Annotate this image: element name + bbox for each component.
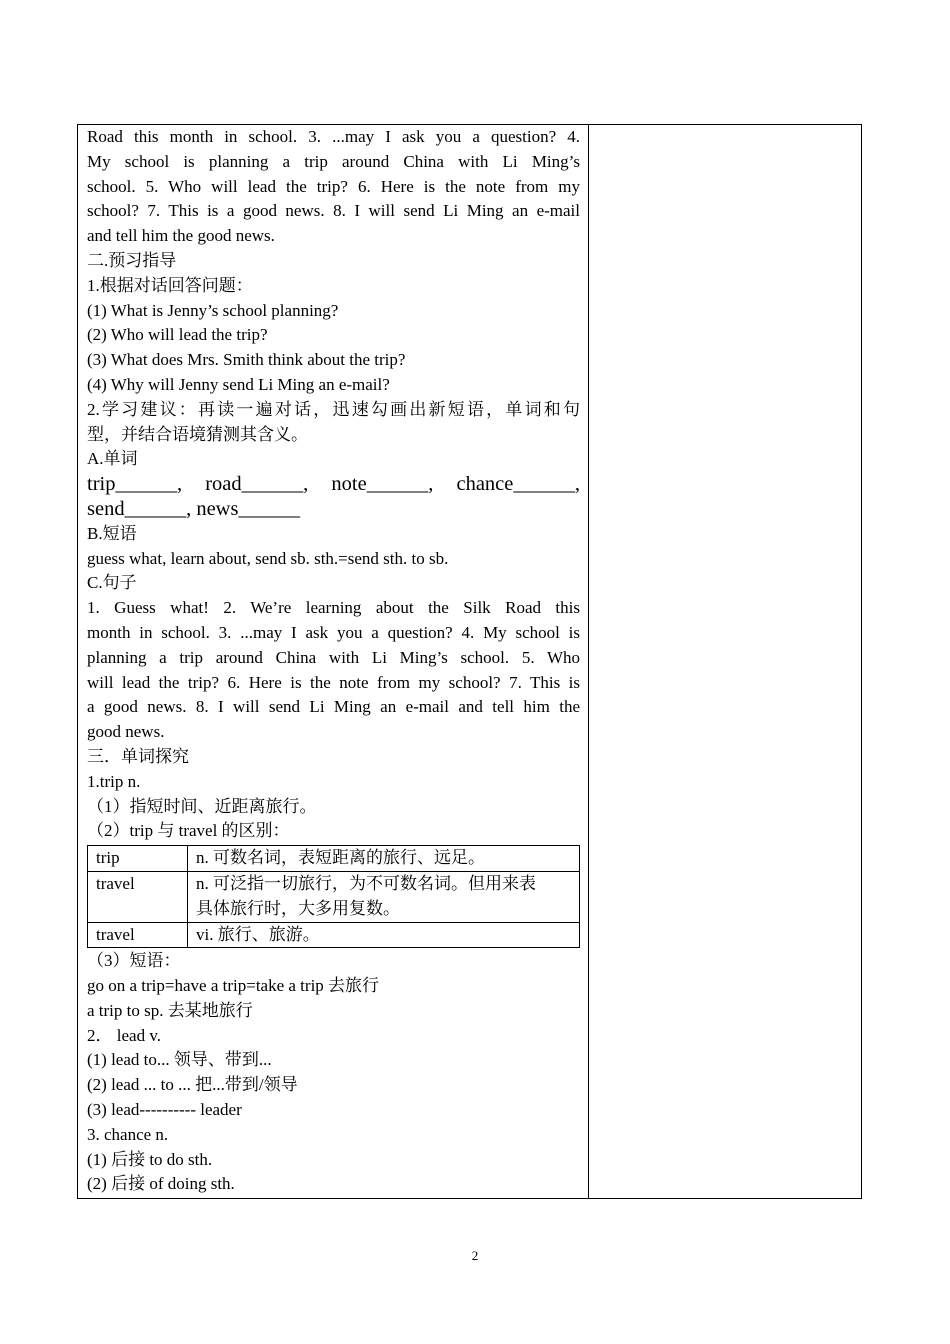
table-cell-word: travel — [88, 922, 188, 948]
text-line: (4) Why will Jenny send Li Ming an e-mail? — [87, 374, 390, 394]
text-line: 2.学习建议：再读一遍对话，迅速勾画出新短语，单词和句 — [87, 399, 580, 419]
notes-cell — [589, 125, 861, 1198]
text-line: (1) 后接 to do sth. — [87, 1149, 213, 1169]
table-cell-definition — [188, 871, 580, 922]
text-line: and tell him the good news. — [87, 226, 275, 246]
text-line: 1. Guess what! 2. We’re learning about the Silk Road this — [87, 598, 580, 618]
table-row — [88, 846, 580, 872]
text-line: (3) lead---------- leader — [87, 1100, 242, 1120]
table-row — [88, 922, 580, 948]
text-line: 1.根据对话回答问题： — [87, 275, 253, 295]
text-line: will lead the trip? 6. Here is the note from my school? 7. This is — [87, 672, 580, 692]
text-line: (1) What is Jenny’s school planning? — [87, 300, 339, 320]
text-line: school? 7. This is a good news. 8. I will send Li Ming an e-mail — [87, 201, 580, 221]
text-line: （3）短语： — [87, 951, 181, 971]
definition-line: vi. 旅行、旅游。 — [196, 924, 320, 944]
text-line: （2）trip 与 travel 的区别： — [87, 821, 290, 841]
text-line: school. 5. Who will lead the trip? 6. Here is the note from my — [87, 176, 580, 196]
text-line: send______, news______ — [87, 497, 300, 520]
text-line: a trip to sp. 去某地旅行 — [87, 1000, 253, 1020]
worksheet-table — [77, 124, 862, 1199]
vocabulary-blanks — [87, 472, 580, 522]
text-line: 2． lead v. — [87, 1025, 161, 1045]
definition-line: n. 可泛指一切旅行，为不可数名词。但用来表 — [196, 873, 536, 893]
text-line: C.句子 — [87, 573, 137, 593]
text-line: go on a trip=have a trip=take a trip 去旅行 — [87, 976, 380, 996]
content-cell — [78, 125, 589, 1198]
definition-line: 具体旅行时，大多用复数。 — [196, 898, 400, 918]
table-cell-word: trip — [88, 846, 188, 872]
text-line: 1.trip n. — [87, 771, 141, 791]
text-line: 型，并结合语境猜测其含义。 — [87, 424, 308, 444]
text-line: (2) 后接 of doing sth. — [87, 1174, 235, 1194]
text-line: good news. — [87, 722, 165, 742]
text-line: Road this month in school. 3. ...may I ask you a question? 4. — [87, 127, 580, 146]
text-line: (3) What does Mrs. Smith think about the trip? — [87, 350, 406, 370]
text-line: (2) lead ... to ... 把...带到/领导 — [87, 1075, 298, 1095]
text-line: B.短语 — [87, 523, 137, 543]
table-cell-definition — [188, 922, 580, 948]
text-line: (1) lead to... 领导、带到... — [87, 1050, 272, 1070]
text-line: 二.预习指导 — [87, 250, 177, 270]
table-row — [88, 871, 580, 922]
text-line: month in school. 3. ...may I ask you a question? 4. My school is — [87, 622, 580, 642]
table-cell-definition — [188, 846, 580, 872]
text-line: My school is planning a trip around China with Li Ming’s — [87, 151, 580, 171]
dialogue-and-preview-section — [87, 125, 580, 472]
text-line: a good news. 8. I will send Li Ming an e-mail and tell him the — [87, 697, 580, 717]
definition-line: n. 可数名词，表短距离的旅行、远足。 — [196, 848, 485, 868]
trip-travel-comparison-table — [87, 845, 580, 948]
table-cell-word: travel — [88, 871, 188, 922]
text-line: (2) Who will lead the trip? — [87, 325, 268, 345]
text-line: planning a trip around China with Li Ming’s school. 5. Who — [87, 647, 580, 667]
page-number: 2 — [471, 1248, 479, 1263]
text-line: guess what, learn about, send sb. sth.=send sth. to sb. — [87, 548, 449, 568]
text-line: 三．单词探究 — [87, 746, 189, 766]
word-study-section — [87, 949, 580, 1197]
text-line: A.单词 — [87, 449, 138, 469]
phrases-and-sentences-section — [87, 522, 580, 844]
text-line: （1）指短时间、近距离旅行。 — [87, 796, 317, 816]
text-line: 3. chance n. — [87, 1124, 169, 1144]
text-line: trip______, road______, note______, chance______, — [87, 473, 580, 496]
